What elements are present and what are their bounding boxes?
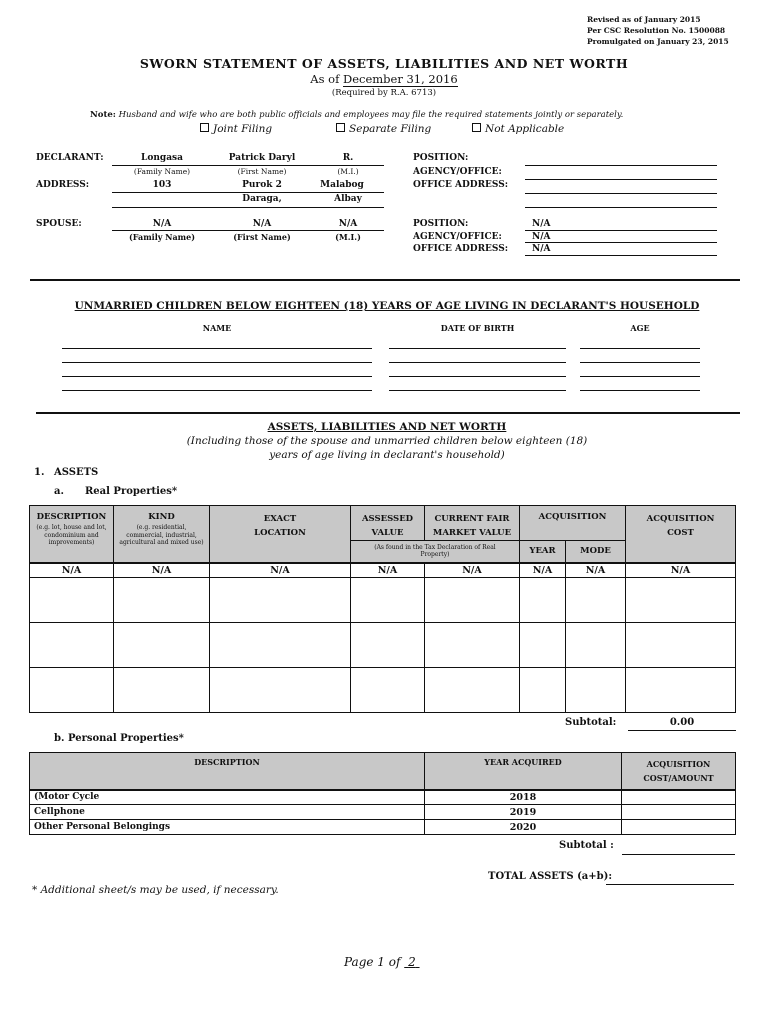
real-properties-letter: a. [54, 486, 64, 497]
declarant-mi-caption: (M.I.) [337, 167, 359, 176]
real-cell[interactable]: N/A [114, 563, 210, 578]
spouse-office-value[interactable]: N/A [532, 244, 551, 254]
page-total-value: 2 [408, 955, 416, 969]
child-dob-field[interactable] [389, 348, 566, 349]
spouse-mi[interactable]: N/A [338, 219, 358, 229]
real-header-assessed-2: VALUE [371, 528, 404, 538]
personal-year-cell[interactable]: 2018 [425, 790, 622, 805]
personal-cost-cell[interactable] [622, 820, 736, 835]
child-dob-field[interactable] [389, 362, 566, 363]
joint-filing-checkbox[interactable] [200, 123, 209, 132]
child-age-field[interactable] [580, 390, 700, 391]
spouse-position-line [525, 230, 717, 231]
real-header-acquisition: ACQUISITION [520, 506, 626, 541]
spouse-family-name[interactable]: N/A [152, 219, 172, 229]
spouse-first-name[interactable]: N/A [252, 219, 272, 229]
personal-desc-cell[interactable]: Cellphone [30, 805, 425, 820]
real-cell[interactable] [114, 578, 210, 623]
real-header-mode: MODE [566, 541, 626, 563]
child-age-field[interactable] [580, 362, 700, 363]
real-cell[interactable]: N/A [520, 563, 566, 578]
revision-line2: Per CSC Resolution No. 1500088 [587, 26, 726, 35]
real-header-kind-label: KIND [148, 512, 175, 522]
real-cell[interactable]: N/A [425, 563, 520, 578]
real-cell[interactable] [566, 623, 626, 668]
real-cell[interactable] [520, 668, 566, 713]
child-age-field[interactable] [580, 376, 700, 377]
personal-row [30, 805, 736, 820]
assets-heading: ASSETS [54, 467, 99, 478]
declarant-office-label: OFFICE ADDRESS: [413, 180, 509, 190]
real-cell[interactable] [210, 623, 351, 668]
as-of-label: As of [310, 72, 340, 86]
page-total [404, 955, 419, 969]
spouse-agency-line [525, 242, 717, 243]
real-header-assessed-1: ASSESSED [361, 514, 414, 524]
child-name-field[interactable] [62, 376, 372, 377]
spouse-family-caption: (Family Name) [128, 232, 196, 242]
declarant-label: DECLARANT: [36, 153, 104, 163]
declarant-position-label: POSITION: [413, 153, 469, 163]
address-street[interactable]: Purok 2 [242, 180, 282, 190]
section-divider-2 [36, 412, 740, 414]
real-cell[interactable]: N/A [566, 563, 626, 578]
real-cell[interactable] [351, 578, 425, 623]
real-cell[interactable] [30, 578, 114, 623]
personal-row [30, 820, 736, 835]
real-cell[interactable] [626, 578, 736, 623]
separate-filing-option[interactable] [336, 123, 431, 135]
page-number [344, 955, 420, 969]
personal-header-cost [622, 753, 736, 790]
real-cell[interactable] [351, 623, 425, 668]
spouse-agency-label: AGENCY/OFFICE: [413, 232, 502, 242]
real-header-cost-1: ACQUISITION [646, 514, 715, 524]
not-applicable-label: Not Applicable [485, 123, 565, 135]
total-assets-label: TOTAL ASSETS (a+b): [488, 871, 613, 882]
not-applicable-checkbox[interactable] [472, 123, 481, 132]
real-properties-heading: Real Properties* [85, 486, 178, 497]
address-line-2 [112, 207, 384, 208]
child-age-field[interactable] [580, 348, 700, 349]
spouse-agency-value[interactable]: N/A [532, 232, 551, 242]
alnw-subtitle-1: (Including those of the spouse and unmarried children below eighteen (18) [186, 435, 588, 447]
real-row-na [30, 563, 736, 578]
address-label: ADDRESS: [36, 180, 90, 190]
real-header-kind [114, 506, 210, 563]
real-cell[interactable] [351, 668, 425, 713]
real-cell[interactable] [566, 578, 626, 623]
declarant-position-field[interactable] [525, 165, 717, 166]
personal-subtotal-label: Subtotal : [559, 840, 614, 851]
revision-line1: Revised as of January 2015 [587, 15, 701, 24]
children-age-header: AGE [630, 323, 650, 333]
personal-row [30, 790, 736, 805]
child-name-field[interactable] [62, 348, 372, 349]
child-name-field[interactable] [62, 362, 372, 363]
real-cell[interactable] [425, 623, 520, 668]
page-prefix: Page 1 of [344, 955, 401, 969]
spouse-mi-caption: (M.I.) [335, 232, 361, 242]
real-subtotal-line [628, 730, 736, 731]
address-barangay[interactable]: Malabog [320, 180, 364, 190]
real-cell[interactable] [626, 623, 736, 668]
real-cell[interactable] [520, 578, 566, 623]
spouse-label: SPOUSE: [36, 219, 82, 229]
spouse-position-label: POSITION: [413, 219, 469, 229]
joint-filing-option[interactable] [200, 123, 272, 135]
real-row-empty [30, 578, 736, 623]
declarant-family-caption: (Family Name) [133, 167, 191, 176]
separate-filing-checkbox[interactable] [336, 123, 345, 132]
real-header-assessed [351, 506, 425, 541]
personal-properties-table [29, 752, 736, 835]
as-of-line [0, 72, 768, 86]
joint-filing-label: Joint Filing [213, 123, 273, 135]
real-header-description [30, 506, 114, 563]
real-cell[interactable] [520, 623, 566, 668]
alnw-subtitle-2: years of age living in declarant's household) [269, 449, 505, 461]
real-header-description-label: DESCRIPTION [36, 512, 107, 522]
alnw-title: ASSETS, LIABILITIES AND NET WORTH [267, 421, 507, 433]
children-dob-header: DATE OF BIRTH [440, 323, 515, 333]
address-city[interactable]: Daraga, [242, 194, 282, 204]
note-text: Husband and wife who are both public officials and employees may file the required statements jointly or separately. [118, 110, 624, 120]
real-header-location-2: LOCATION [254, 528, 306, 538]
real-cell[interactable]: N/A [30, 563, 114, 578]
child-dob-field[interactable] [389, 376, 566, 377]
personal-properties-heading: b. Personal Properties* [54, 733, 184, 744]
real-cell[interactable] [114, 623, 210, 668]
separate-filing-label: Separate Filing [349, 123, 432, 135]
real-header-kind-note: (e.g. residential, commercial, industrial, agricultural and mixed use) [119, 524, 204, 546]
real-header-fair-2: MARKET VALUE [432, 528, 512, 538]
real-header-location-1: EXACT [263, 514, 297, 524]
personal-header-description: DESCRIPTION [30, 753, 425, 790]
child-name-field[interactable] [62, 390, 372, 391]
personal-year-cell[interactable]: 2020 [425, 820, 622, 835]
personal-cost-cell[interactable] [622, 805, 736, 820]
assets-number: 1. [34, 467, 45, 478]
personal-header-cost-1: ACQUISITION [646, 759, 711, 769]
real-row-empty [30, 668, 736, 713]
declarant-family-name[interactable]: Longasa [141, 153, 183, 163]
spouse-first-caption: (First Name) [233, 232, 291, 242]
real-cell[interactable]: N/A [210, 563, 351, 578]
real-cell[interactable]: N/A [626, 563, 736, 578]
real-header-cost [626, 506, 736, 563]
real-header-value-note: (As found in the Tax Declaration of Real Property) [351, 541, 520, 563]
real-header-description-note: (e.g. lot, house and lot, condominium and improvements) [36, 524, 107, 546]
real-cell[interactable] [30, 668, 114, 713]
spouse-position-value[interactable]: N/A [532, 219, 551, 229]
real-cell[interactable] [626, 668, 736, 713]
personal-cost-cell[interactable] [622, 790, 736, 805]
declarant-name-line [112, 165, 384, 166]
declarant-mi[interactable]: R. [342, 153, 354, 163]
child-dob-field[interactable] [389, 390, 566, 391]
address-province[interactable]: Albay [334, 194, 362, 204]
real-cell[interactable] [425, 668, 520, 713]
real-header-fair-1: CURRENT FAIR [434, 514, 510, 524]
real-properties-table [29, 505, 736, 713]
real-subtotal-value[interactable]: 0.00 [669, 717, 695, 728]
real-cell[interactable] [210, 668, 351, 713]
real-header-year: YEAR [520, 541, 566, 563]
spouse-office-line [525, 255, 717, 256]
revision-line3: Promulgated on January 23, 2015 [587, 37, 729, 46]
personal-header-year: YEAR ACQUIRED [425, 753, 622, 790]
address-number[interactable]: 103 [152, 180, 172, 190]
as-of-date: December 31, 2016 [342, 72, 458, 86]
real-subtotal-label: Subtotal: [565, 717, 617, 728]
total-assets-line[interactable] [606, 884, 734, 885]
declarant-office-field[interactable] [525, 193, 717, 194]
revision-block [587, 14, 729, 47]
not-applicable-option[interactable] [472, 123, 564, 135]
note [90, 110, 623, 120]
personal-header-cost-2: COST/AMOUNT [643, 773, 714, 783]
children-title: UNMARRIED CHILDREN BELOW EIGHTEEN (18) YEARS OF AGE LIVING IN DECLARANT'S HOUSEHOLD [74, 300, 700, 312]
children-name-header: NAME [202, 323, 232, 333]
personal-desc-cell[interactable]: (Motor Cycle [30, 790, 425, 805]
declarant-first-name[interactable]: Patrick Daryl [228, 153, 296, 163]
real-cell[interactable] [114, 668, 210, 713]
spouse-office-label: OFFICE ADDRESS: [413, 244, 509, 254]
note-label: Note: [90, 110, 116, 120]
real-cell[interactable]: N/A [351, 563, 425, 578]
real-cell[interactable] [425, 578, 520, 623]
spouse-name-line [112, 230, 384, 231]
real-header-fair [425, 506, 520, 541]
section-divider-1 [30, 279, 740, 281]
real-row-empty [30, 623, 736, 668]
required-note: (Required by R.A. 6713) [331, 88, 437, 98]
real-cell[interactable] [566, 668, 626, 713]
real-cell[interactable] [30, 623, 114, 668]
personal-desc-cell[interactable]: Other Personal Belongings [30, 820, 425, 835]
real-cell[interactable] [210, 578, 351, 623]
declarant-first-caption: (First Name) [237, 167, 287, 176]
real-header-cost-2: COST [667, 528, 694, 538]
form-title: SWORN STATEMENT OF ASSETS, LIABILITIES AND NET WORTH [139, 56, 629, 71]
footnote: * Additional sheet/s may be used, if necessary. [32, 884, 279, 896]
address-line-1 [112, 192, 384, 193]
declarant-agency-label: AGENCY/OFFICE: [413, 167, 502, 177]
personal-year-cell[interactable]: 2019 [425, 805, 622, 820]
declarant-agency-field[interactable] [525, 179, 717, 180]
real-header-location [210, 506, 351, 563]
declarant-office-field-2[interactable] [525, 207, 717, 208]
personal-subtotal-line[interactable] [622, 854, 735, 855]
